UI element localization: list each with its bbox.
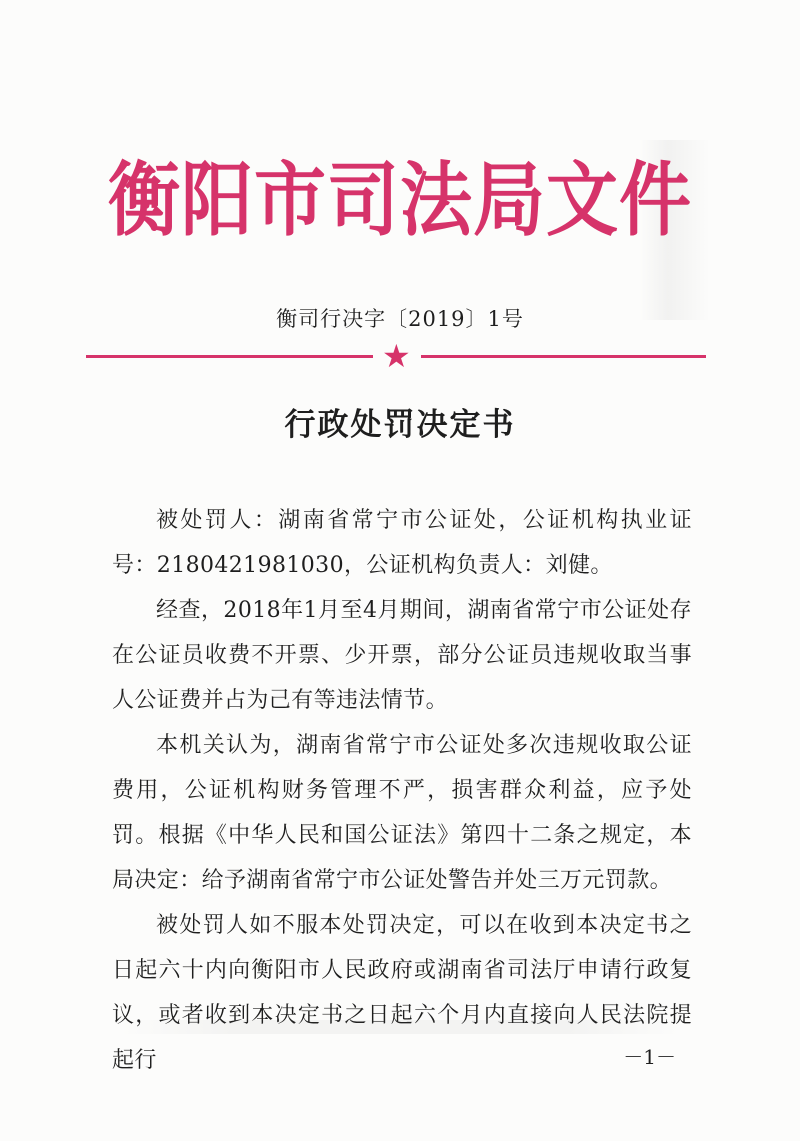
paragraph-decision: 本机关认为，湖南省常宁市公证处多次违规收取公证费用，公证机构财务管理不严，损害群众利益，应予处罚。根据《中华人民和国公证法》第四十二条之规定，本局决定：给予湖南省常宁市公证处警告并处三万元罚款。 xyxy=(112,733,692,893)
paragraph-appeal-rights: 被处罚人如不服本处罚决定，可以在收到本决定书之日起六十内向衡阳市人民政府或湖南省司法厅申请行政复议，或者收到本决定书之日起六个月内直接向人民法院提起行 xyxy=(112,913,692,1073)
divider-star: ★ xyxy=(382,337,411,375)
document-number: 衡司行决字〔2019〕1号 xyxy=(276,307,524,331)
document-heading: 行政处罚决定书 xyxy=(284,407,516,443)
divider-line-left xyxy=(86,355,373,358)
page-number: －1－ xyxy=(623,1045,676,1069)
header-divider xyxy=(0,337,800,375)
divider-line-right xyxy=(421,355,706,358)
issuing-authority-title: 衡阳市司法局文件 xyxy=(107,151,692,248)
document-body xyxy=(112,498,692,1083)
footer-shadow xyxy=(120,1020,680,1034)
paragraph-investigation: 经查，2018年1月至4月期间，湖南省常宁市公证处存在公证员收费不开票、少开票，部分公证员违规收取当事人公证费并占为己有等违法情节。 xyxy=(112,598,692,713)
page-number-area xyxy=(0,1043,800,1071)
paragraph-penalized-party: 被处罚人：湖南省常宁市公证处，公证机构执业证号：2180421981030，公证机构负责人：刘健。 xyxy=(112,508,692,578)
